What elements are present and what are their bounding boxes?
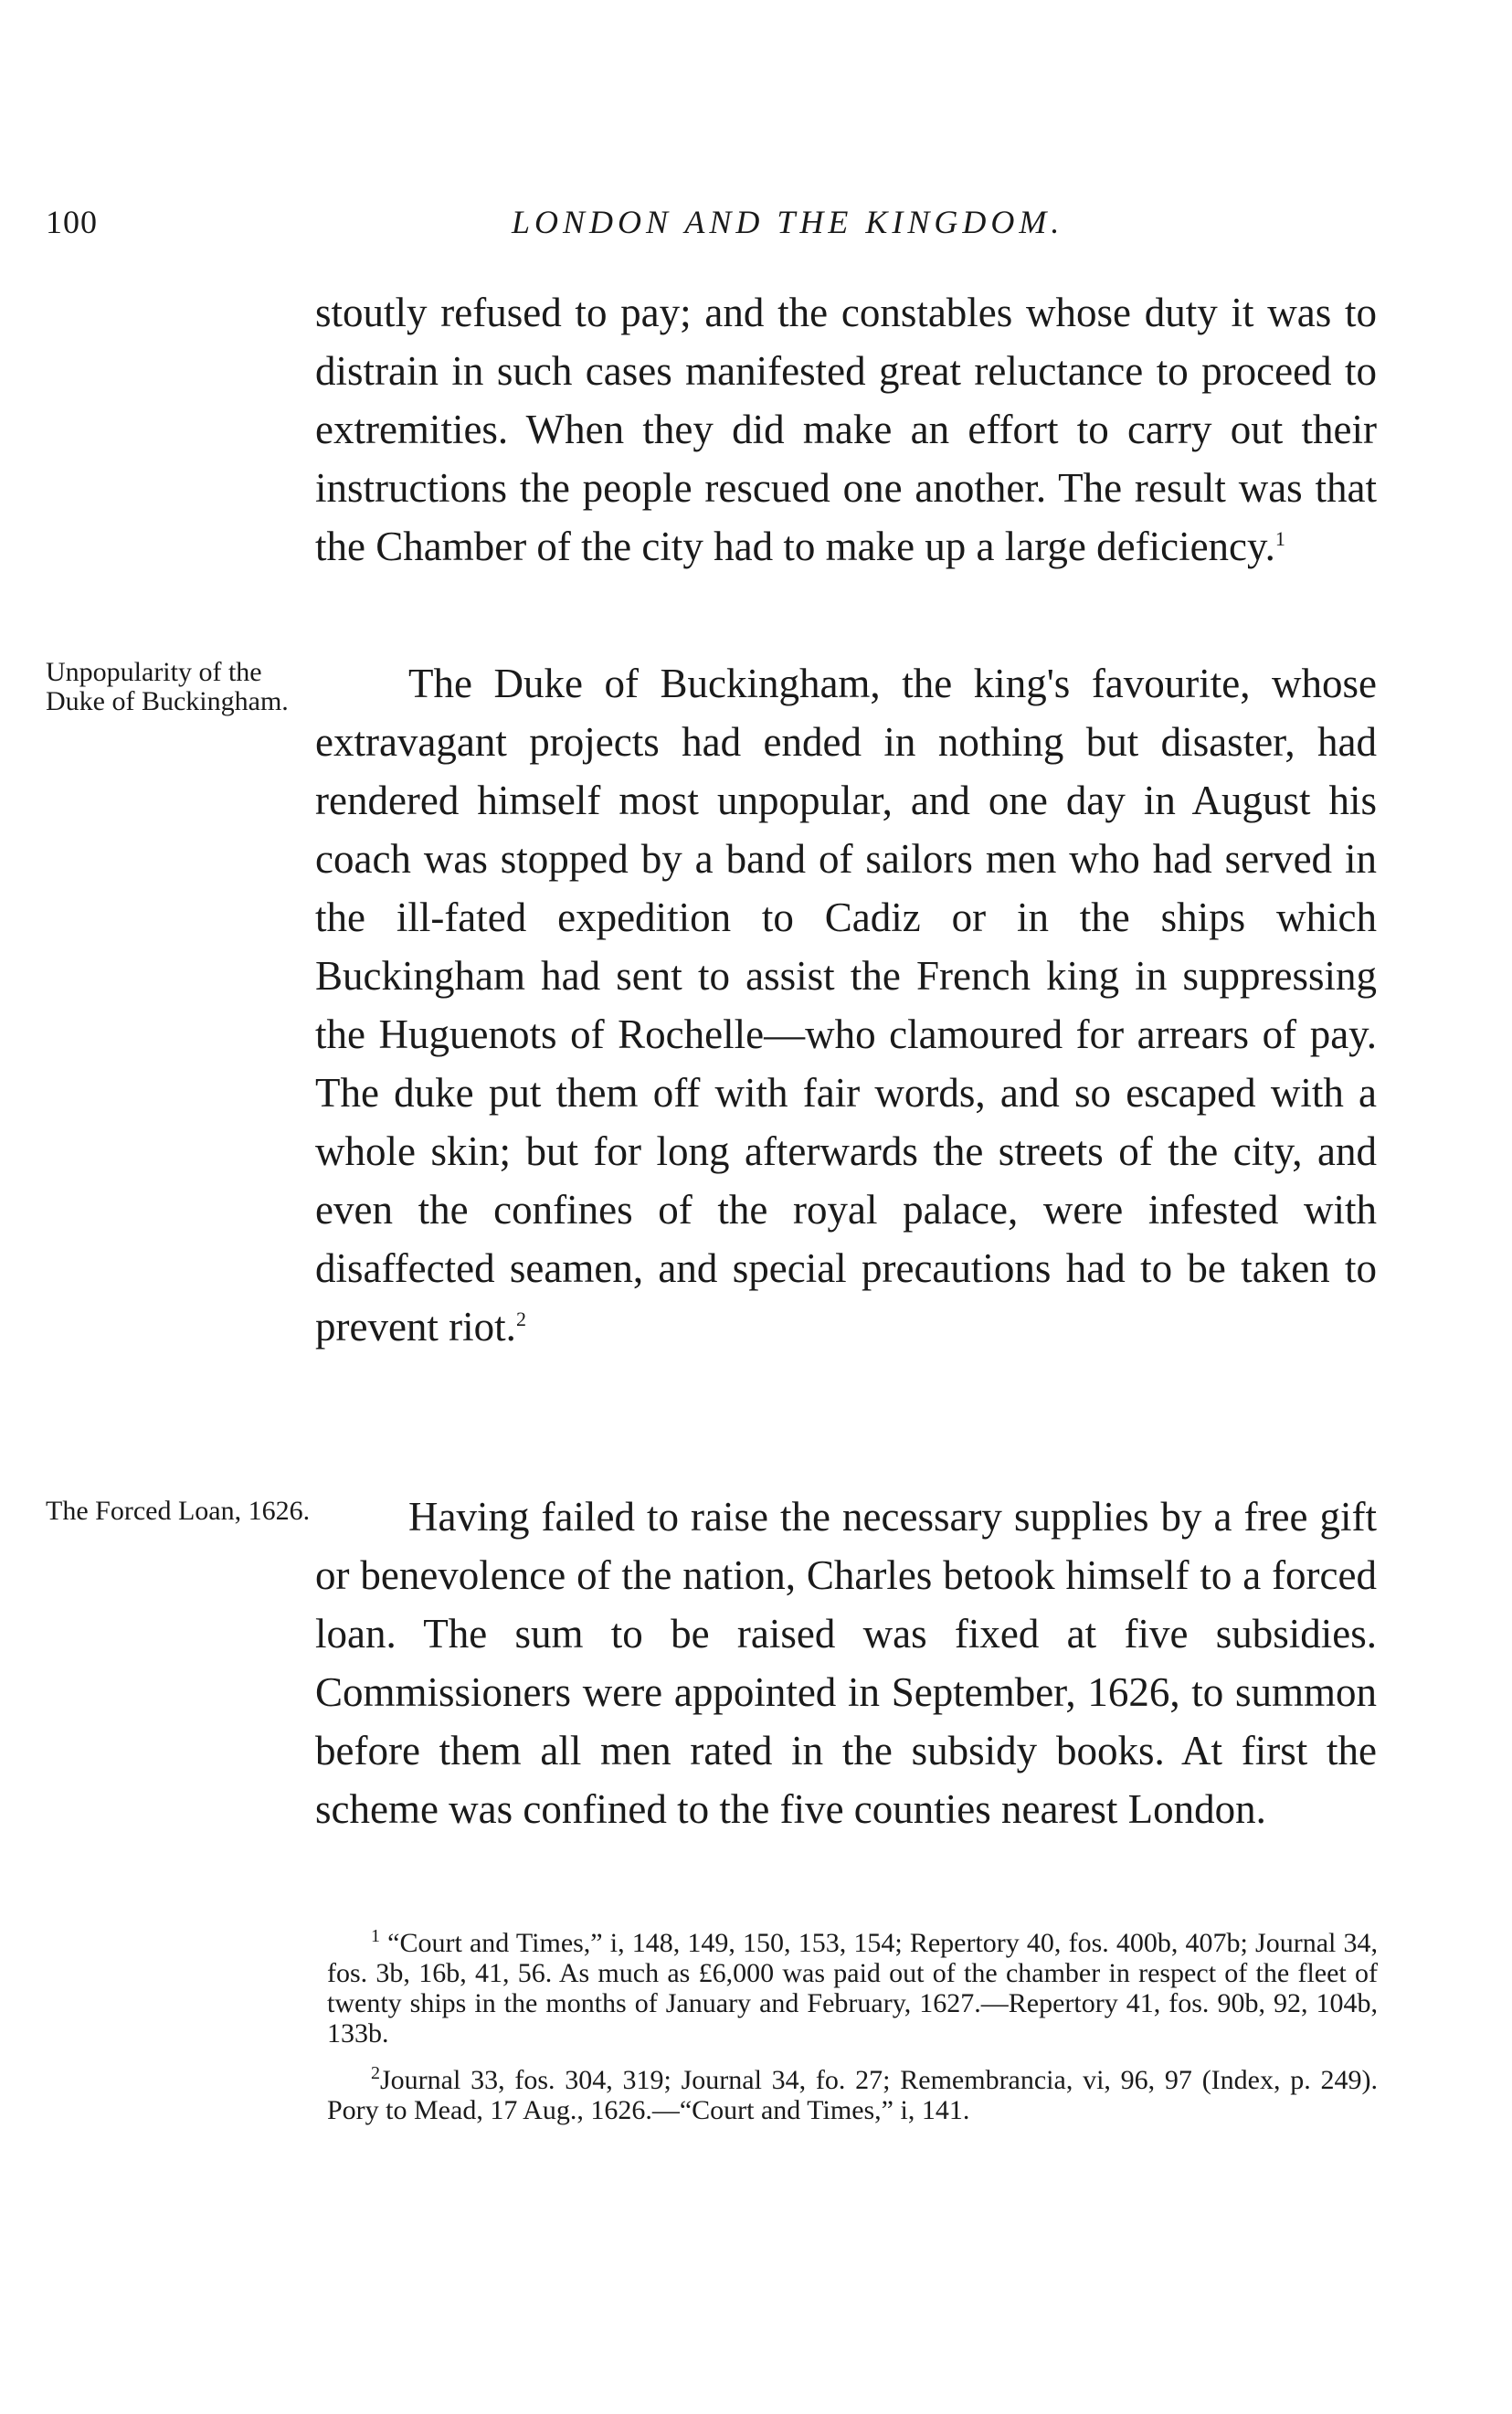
footnote-1-text: “Court and Times,” i, 148, 149, 150, 153, 154; Repertory 40, fos. 400b, 407b; Journal 34, fos. 3b, 16b, 41, 56. As much as £6,000 was paid out of the chamber in respect of the fleet of twenty ships in the months of January and February, 1627.—Repertory 41, fos. 90b, 92, 104b, 133b. [327,1928,1378,2049]
footnote-1 [327,1928,1378,2049]
paragraph-2 [315,654,1377,1356]
footnote-ref-1: 1 [1274,527,1285,550]
page-number: 100 [46,204,98,240]
footnote-2-text: Journal 33, fos. 304, 319; Journal 34, fo. 27; Remembrancia, vi, 96, 97 (Index, p. 249). Pory to Mead, 17 Aug., 1626.—“Court and Times,” i, 141. [327,2065,1378,2125]
sidenote-forced-loan: The Forced Loan, 1626. [46,1496,311,1526]
footnotes [327,1928,1378,2125]
sidenote-buckingham: Unpopularity of the Duke of Buckingham. [46,657,289,716]
footnote-2 [327,2065,1378,2125]
footnote-ref-2: 2 [515,1308,526,1330]
running-head: LONDON AND THE KINGDOM. [512,204,1064,240]
footnote-2-mark: 2 [371,2063,380,2083]
paragraph-2-text: The Duke of Buckingham, the king's favourite, whose extravagant projects had ended in nothing but disaster, had rendered himself most unpopular, and one day in August his coach was stopped by a band of sailors men who had served in the ill-fated expedition to Cadiz or in the ships which Buckingham had sent to assist the French king in suppressing the Huguenots of Rochelle—who clamoured for arrears of pay. The duke put them off with fair words, and so escaped with a whole skin; but for long afterwards the streets of the city, and even the confines of the royal palace, were infested with disaffected seamen, and special precautions had to be taken to prevent riot. [315,661,1377,1350]
paragraph-3 [315,1488,1377,1838]
footnote-1-mark: 1 [371,1926,380,1946]
paragraph-3-text: Having failed to raise the necessary supplies by a free gift or benevolence of the nation, Charles betook himself to a forced loan. The sum to be raised was fixed at five subsidies. Commissioners were appointed in September, 1626, to summon before them all men rated in the subsidy books. At first the scheme was confined to the five counties nearest London. [315,1494,1377,1832]
paragraph-1-text: stoutly refused to pay; and the constables whose duty it was to distrain in such cases manifested great reluctance to proceed to extremities. When they did make an effort to carry out their instructions the people rescued one another. The result was that the Chamber of the city had to make up a large deficiency. [315,290,1377,569]
paragraph-1 [315,283,1377,576]
